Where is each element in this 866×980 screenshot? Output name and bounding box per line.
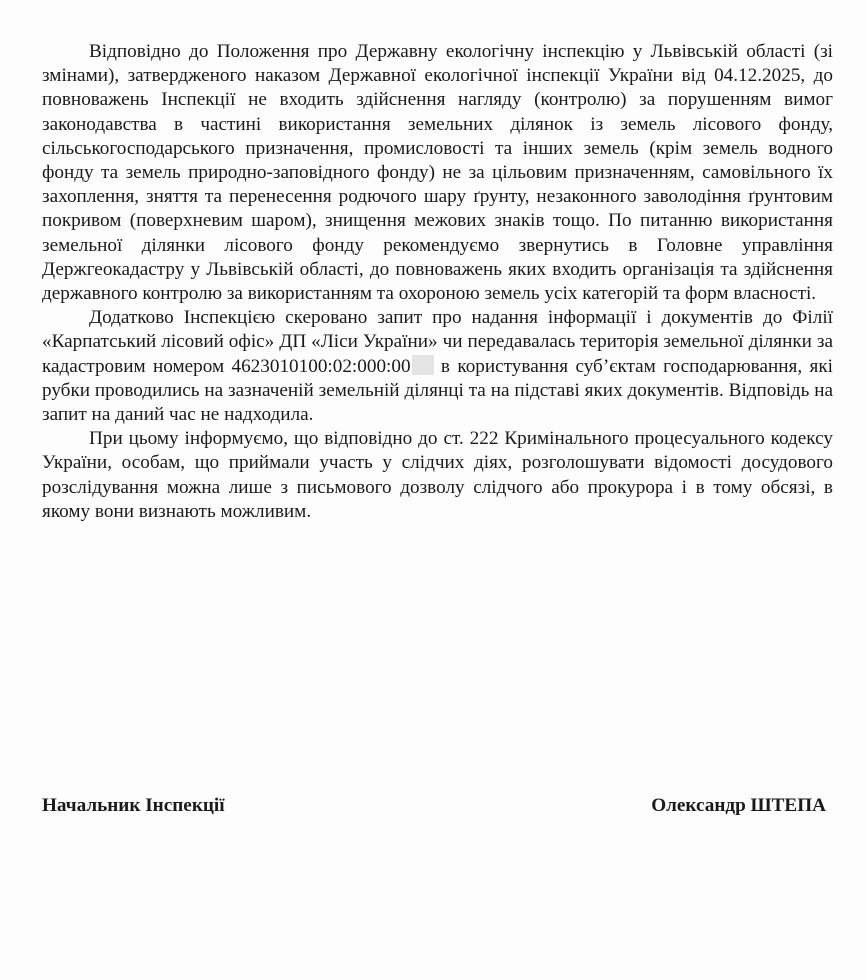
request-text-start: Додатково Інспекцією скеровано запит про надання інформації і документів до Філії «Карпатський лісовий офіс» ДП «Ліси України» чи передавалась територія земельної ділянки за кадастровим номером 4623010100:02:000:00: [42, 307, 833, 377]
letter-body: [42, 40, 833, 524]
signatory-position: Начальник Інспекції: [42, 795, 225, 816]
signatory-name: Олександр ШТЕПА: [651, 795, 826, 816]
redacted-cadastral-digits: [412, 355, 434, 375]
paragraph-information-request: [42, 306, 833, 427]
paragraph-jurisdiction: Відповідно до Положення про Державну екологічну інспекцію у Львівській області (зі змінами), затвердженого наказом Державної екологічної інспекції України від 04.12.2025, до повноважень Інспекції не входить здійснення нагляду (контролю) за порушенням вимог законодавства в частині використання земельних ділянок із земель лісового фонду, сільськогосподарського призначення, промисловості та інших земель (крім земель водного фонду та земель природно-заповідного фонду) не за цільовим призначенням, самовільного їх захоплення, зняття та перенесення родючого шару ґрунту, незаконного заволодіння ґрунтовим покривом (поверхневим шаром), знищення межових знаків тощо. По питанню використання земельної ділянки лісового фонду рекомендуємо звернутись в Головне управління Держгеокадастру у Львівській області, до повноважень яких входить організація та здійснення державного контролю за використанням та охороною земель усіх категорій та форм власності.: [42, 41, 833, 305]
paragraph-confidentiality: При цьому інформуємо, що відповідно до ст. 222 Кримінального процесуального кодексу України, особам, що приймали участь у слідчих діях, розголошувати відомості досудового розслідування можна лише з письмового дозволу слідчого або прокурора і в тому обсязі, в якому вони визнають можливим.: [42, 428, 833, 522]
request-text-end: в користування суб’єктам господарювання, які рубки проводились на зазначеній земельній ділянці та на підставі яких документів. Відповідь на запит на даний час не надходила.: [42, 355, 833, 426]
